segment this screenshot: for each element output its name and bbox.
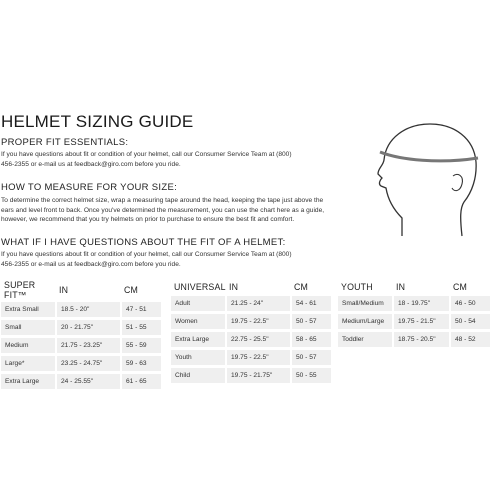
cm-cell: 61 - 65 [121, 373, 161, 391]
cm-cell: 51 - 55 [121, 319, 161, 337]
inch-cell: 19.75 - 21.5" [393, 313, 450, 331]
head-outline [378, 124, 476, 236]
table-row [1, 319, 161, 337]
inch-cell: 22.75 - 25.5" [226, 331, 291, 349]
inch-cell: 24 - 25.55" [56, 373, 121, 391]
size-cell: Adult [171, 296, 226, 313]
column-header: CM [453, 282, 468, 292]
size-cell: Extra Small [1, 302, 56, 319]
inch-cell: 19.75 - 22.5" [226, 349, 291, 367]
size-cell: Extra Large [171, 331, 226, 349]
size-cell: Small [1, 319, 56, 337]
table-row [171, 349, 331, 367]
table-row [171, 296, 331, 313]
table-row [338, 331, 490, 349]
universal-size-table [171, 280, 331, 386]
youth-size-table [338, 280, 490, 350]
cm-cell: 48 - 52 [450, 331, 490, 349]
section-questions-heading: WHAT IF I HAVE QUESTIONS ABOUT THE FIT OF A HELMET: [1, 237, 286, 248]
measuring-tape [380, 152, 478, 161]
table-row [171, 367, 331, 385]
cm-cell: 58 - 65 [291, 331, 331, 349]
size-cell: Youth [171, 349, 226, 367]
inch-cell: 21.75 - 23.25" [56, 337, 121, 355]
section-questions-body: If you have questions about fit or condition of your helmet, call our Consumer Service Team at (800) 456-2355 or e-mail us at feedback@giro.com before you ride. [1, 251, 292, 268]
table-row [1, 302, 161, 319]
size-cell: Child [171, 367, 226, 385]
section-proper-fit-heading: PROPER FIT ESSENTIALS: [1, 137, 129, 148]
page-title: HELMET SIZING GUIDE [1, 112, 194, 131]
table-row [1, 337, 161, 355]
size-cell: Medium [1, 337, 56, 355]
table-row [1, 355, 161, 373]
section-proper-fit-body: If you have questions about fit or condition of your helmet, call our Consumer Service Team at (800) 456-2355 or e-mail us at feedback@giro.com before you ride. [1, 151, 292, 168]
column-header: SUPER FIT™ [4, 280, 36, 300]
cm-cell: 46 - 50 [450, 296, 490, 313]
table-row [338, 313, 490, 331]
column-header: IN [59, 285, 69, 295]
section-measure-body: To determine the correct helmet size, wrap a measuring tape around the head, keeping the tape just above the ears and level front to back. Once you've determined the measurement, you can use the chart here as a guide, however, we recommend that you try helmets on prior to purchase to ensure the best fit and comfort. [1, 197, 325, 224]
cm-cell: 50 - 57 [291, 349, 331, 367]
column-header: UNIVERSAL [174, 282, 226, 292]
cm-cell: 50 - 55 [291, 367, 331, 385]
table-row [171, 331, 331, 349]
column-header: IN [396, 282, 406, 292]
column-header: CM [124, 285, 139, 295]
cm-cell: 47 - 51 [121, 302, 161, 319]
cm-cell: 59 - 63 [121, 355, 161, 373]
table-row [338, 296, 490, 313]
inch-cell: 18.75 - 20.5" [393, 331, 450, 349]
size-cell: Toddler [338, 331, 393, 349]
size-cell: Extra Large [1, 373, 56, 391]
section-measure-heading: HOW TO MEASURE FOR YOUR SIZE: [1, 182, 178, 193]
column-header: IN [229, 282, 239, 292]
inch-cell: 19.75 - 22.5" [226, 313, 291, 331]
head-measuring-tape-icon [350, 118, 490, 238]
size-cell: Medium/Large [338, 313, 393, 331]
column-header: YOUTH [341, 282, 373, 292]
inch-cell: 20 - 21.75" [56, 319, 121, 337]
super-fit-size-table [1, 280, 161, 392]
inch-cell: 23.25 - 24.75" [56, 355, 121, 373]
inch-cell: 21.25 - 24" [226, 296, 291, 313]
table-row [171, 313, 331, 331]
cm-cell: 50 - 57 [291, 313, 331, 331]
inch-cell: 18 - 19.75" [393, 296, 450, 313]
table-row [1, 373, 161, 391]
cm-cell: 54 - 61 [291, 296, 331, 313]
size-cell: Small/Medium [338, 296, 393, 313]
cm-cell: 55 - 59 [121, 337, 161, 355]
ear-outline [452, 174, 462, 190]
size-cell: Large* [1, 355, 56, 373]
cm-cell: 50 - 54 [450, 313, 490, 331]
inch-cell: 18.5 - 20" [56, 302, 121, 319]
inch-cell: 19.75 - 21.75" [226, 367, 291, 385]
column-header: CM [294, 282, 309, 292]
size-cell: Women [171, 313, 226, 331]
